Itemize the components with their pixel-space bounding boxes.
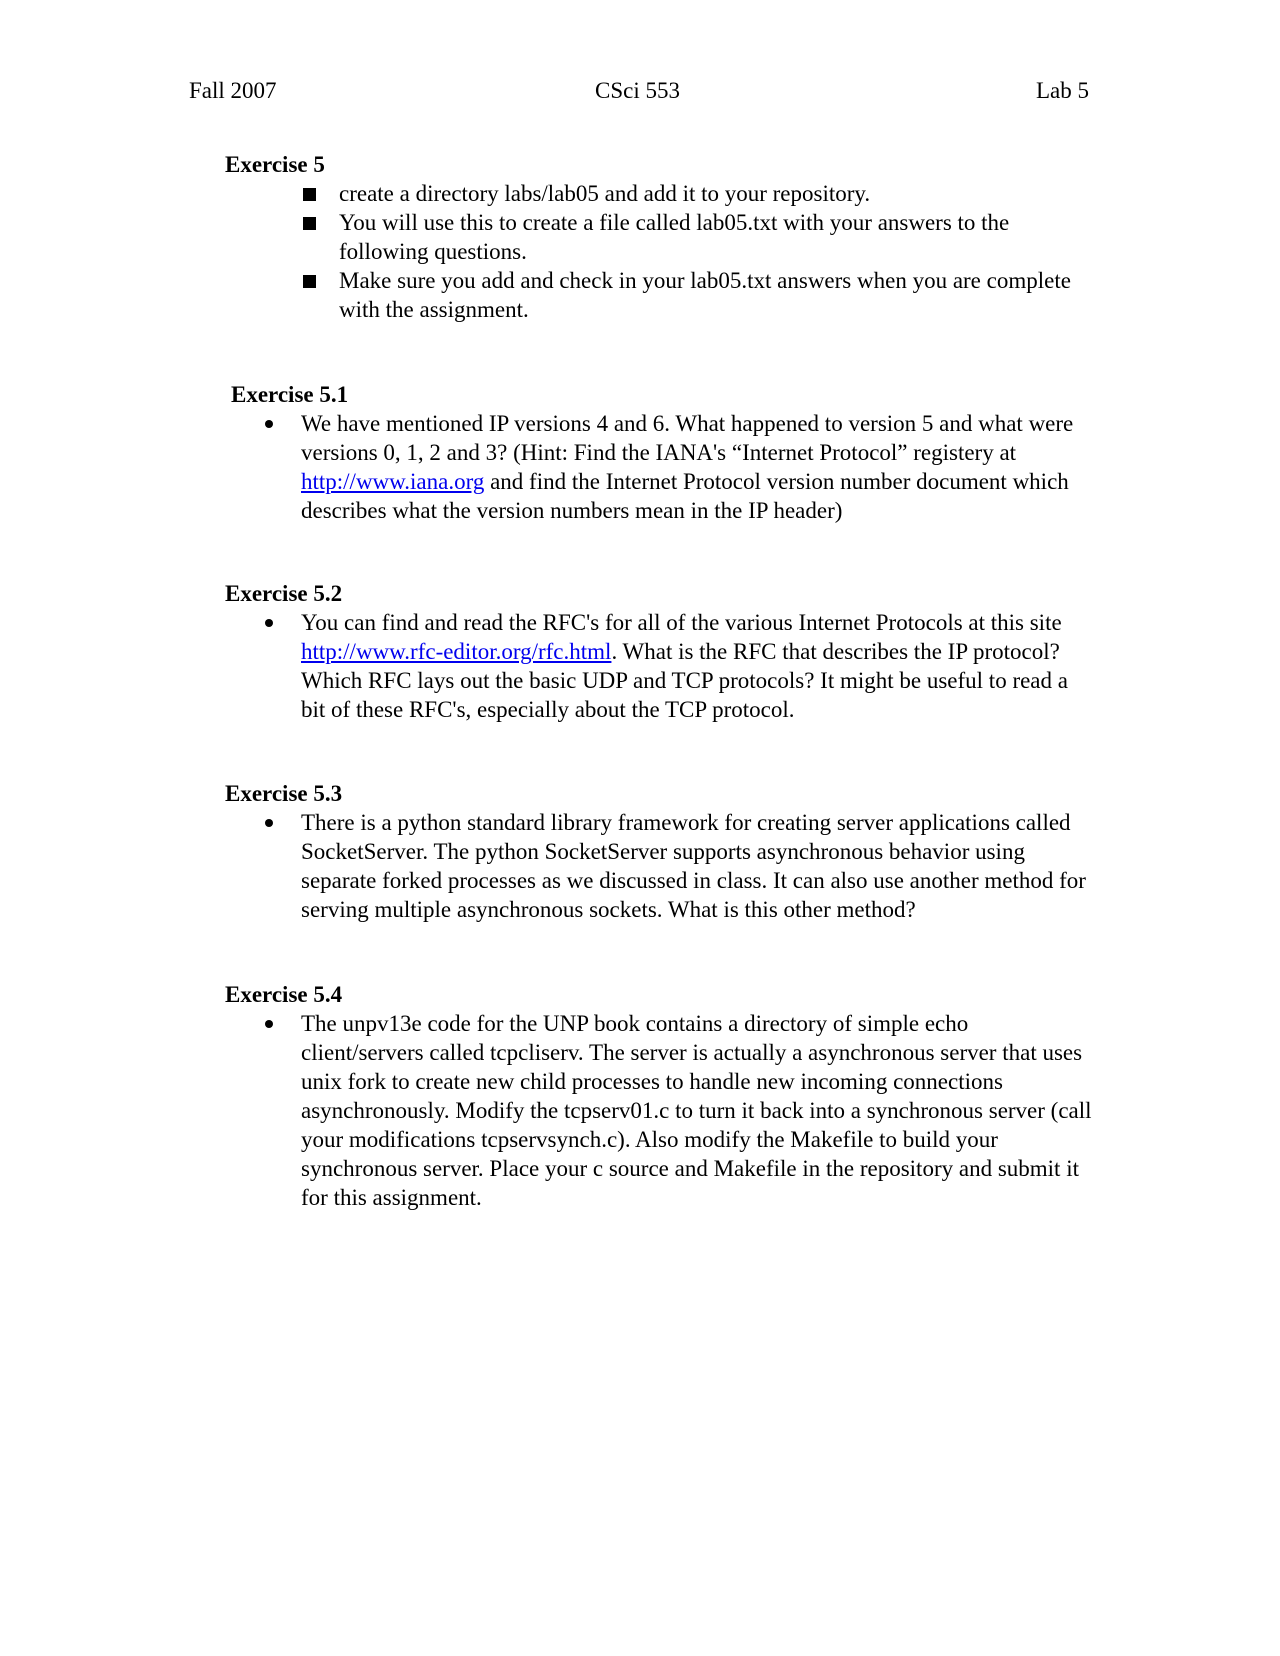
exercise-5-4-list <box>225 1009 1095 1212</box>
list-item <box>225 266 1095 324</box>
exercise-5-3-section <box>225 779 1095 924</box>
list-item-text-after-link: . What is the RFC that describes the IP protocol? Which RFC lays out the basic UDP and TCP protocols? It might be useful to read a bit of these RFC's, especially about the TCP protocol. <box>301 639 1068 722</box>
exercise-5-2-section <box>225 579 1095 724</box>
exercise-5-section <box>225 150 1095 324</box>
header-lab: Lab 5 <box>1035 78 1089 103</box>
exercise-5-title: Exercise 5 <box>225 152 325 177</box>
bullet-icon <box>265 819 273 827</box>
list-item <box>225 1009 1095 1212</box>
list-item <box>225 808 1095 924</box>
bullet-icon <box>265 619 273 627</box>
list-item <box>225 409 1095 525</box>
header-course: CSci 553 <box>595 78 680 103</box>
exercise-5-4-title: Exercise 5.4 <box>225 982 343 1007</box>
list-item-text: Make sure you add and check in your lab05.txt answers when you are complete with the assignment. <box>339 268 1071 322</box>
exercise-5-1-title: Exercise 5.1 <box>231 382 349 407</box>
exercise-5-1-list <box>225 409 1095 525</box>
exercise-5-list <box>225 179 1095 324</box>
exercise-5-3-list <box>225 808 1095 924</box>
exercise-5-3-title: Exercise 5.3 <box>225 781 343 806</box>
square-bullet-icon <box>303 217 316 230</box>
list-item <box>225 208 1095 266</box>
square-bullet-icon <box>303 275 316 288</box>
iana-link[interactable]: http://www.iana.org <box>301 469 485 494</box>
bullet-icon <box>265 1020 273 1028</box>
square-bullet-icon <box>303 188 316 201</box>
header-term: Fall 2007 <box>189 78 277 103</box>
list-item-text: create a directory labs/lab05 and add it to your repository. <box>339 181 871 206</box>
exercise-5-1-section <box>225 380 1095 525</box>
list-item-text-before-link: We have mentioned IP versions 4 and 6. What happened to version 5 and what were versions 0, 1, 2 and 3? (Hint: Find the IANA's “Internet Protocol” registery at <box>301 411 1074 465</box>
exercise-5-4-section <box>225 980 1095 1212</box>
rfc-editor-link[interactable]: http://www.rfc-editor.org/rfc.html <box>301 639 612 664</box>
exercise-5-2-list <box>225 608 1095 724</box>
list-item <box>225 608 1095 724</box>
list-item-text: The unpv13e code for the UNP book contains a directory of simple echo client/servers called tcpcliserv. The server is actually a asynchronous server that uses unix fork to create new child processes to handle new incoming connections asynchronously. Modify the tcpserv01.c to turn it back into a synchronous server (call your modifications tcpservsynch.c). Also modify the Makefile to build your synchronous server. Place your c source and Makefile in the repository and submit it for this assignment. <box>301 1011 1092 1210</box>
list-item-text: There is a python standard library framework for creating server applications called SocketServer. The python SocketServer supports asynchronous behavior using separate forked processes as we discussed in class. It can also use another method for serving multiple asynchronous sockets. What is this other method? <box>301 810 1086 922</box>
list-item-text-before-link: You can find and read the RFC's for all of the various Internet Protocols at this site <box>301 610 1062 635</box>
list-item-text-after-link: and find the Internet Protocol version number document which describes what the version numbers mean in the IP header) <box>301 469 1069 523</box>
page-header <box>189 76 1089 106</box>
list-item <box>225 179 1095 208</box>
list-item-text: You will use this to create a file called lab05.txt with your answers to the following questions. <box>339 210 1010 264</box>
bullet-icon <box>265 420 273 428</box>
exercise-5-2-title: Exercise 5.2 <box>225 581 343 606</box>
